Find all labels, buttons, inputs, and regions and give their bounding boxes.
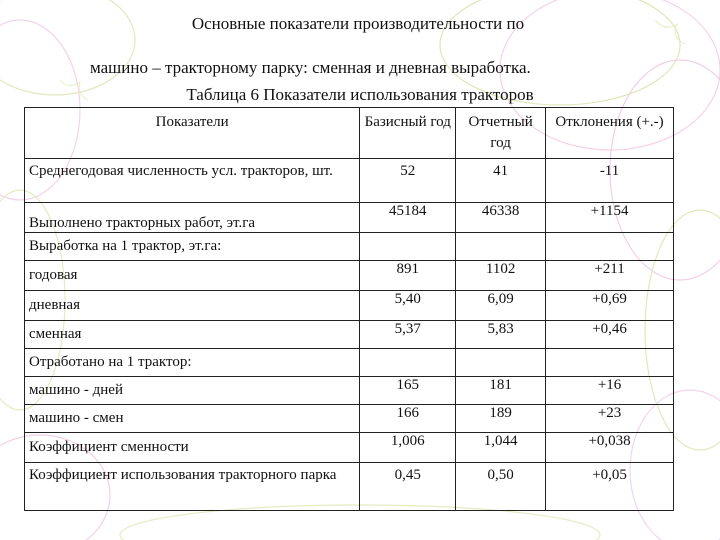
row-label: сменная xyxy=(25,321,360,349)
row-label: годовая xyxy=(25,261,360,291)
table-row xyxy=(25,233,674,261)
header-deviation: Отклонения (+.-) xyxy=(546,108,674,159)
slide-title-line2: машино – тракторному парку: сменная и дневная выработка. xyxy=(90,58,531,77)
deviation-value xyxy=(546,233,674,261)
table-row xyxy=(25,291,674,321)
deviation-value: +1154 xyxy=(546,203,674,233)
table-row xyxy=(25,321,674,349)
table-row xyxy=(25,203,674,233)
base-value: 891 xyxy=(360,261,456,291)
table-row xyxy=(25,349,674,377)
deviation-value xyxy=(546,349,674,377)
deviation-value: +0,038 xyxy=(546,433,674,463)
base-value: 5,40 xyxy=(360,291,456,321)
report-value xyxy=(456,349,546,377)
report-value: 5,83 xyxy=(456,321,546,349)
deviation-value: +211 xyxy=(546,261,674,291)
report-value: 0,50 xyxy=(456,463,546,511)
row-label: машино - смен xyxy=(25,405,360,433)
slide-title-line1: Основные показатели производительности по xyxy=(191,14,525,33)
report-value: 41 xyxy=(456,159,546,203)
table-header-row xyxy=(25,108,674,159)
base-value: 1,006 xyxy=(360,433,456,463)
deviation-value: +0,46 xyxy=(546,321,674,349)
table-row xyxy=(25,433,674,463)
header-indicators: Показатели xyxy=(25,108,360,159)
report-value: 181 xyxy=(456,377,546,405)
row-label: Коэффициент сменности xyxy=(25,433,360,463)
report-value: 189 xyxy=(456,405,546,433)
base-value xyxy=(360,349,456,377)
report-value: 46338 xyxy=(456,203,546,233)
table-row xyxy=(25,463,674,511)
row-label: дневная xyxy=(25,291,360,321)
table-row xyxy=(25,377,674,405)
deviation-value: +16 xyxy=(546,377,674,405)
report-value xyxy=(456,233,546,261)
indicators-table xyxy=(24,107,674,511)
base-value: 45184 xyxy=(360,203,456,233)
row-label: Коэффициент использования тракторного парка xyxy=(25,463,360,511)
table-row xyxy=(25,405,674,433)
table-row xyxy=(25,159,674,203)
base-value: 5,37 xyxy=(360,321,456,349)
deviation-value: +0,05 xyxy=(546,463,674,511)
row-label: Отработано на 1 трактор: xyxy=(25,349,360,377)
header-report-year: Отчетный год xyxy=(456,108,546,159)
row-label: Выработка на 1 трактор, эт.га: xyxy=(25,233,360,261)
base-value: 52 xyxy=(360,159,456,203)
row-label: машино - дней xyxy=(25,377,360,405)
base-value: 166 xyxy=(360,405,456,433)
base-value: 0,45 xyxy=(360,463,456,511)
deviation-value: +23 xyxy=(546,405,674,433)
report-value: 6,09 xyxy=(456,291,546,321)
report-value: 1102 xyxy=(456,261,546,291)
report-value: 1,044 xyxy=(456,433,546,463)
table-row xyxy=(25,261,674,291)
deviation-value: +0,69 xyxy=(546,291,674,321)
header-base-year: Базисный год xyxy=(360,108,456,159)
row-label: Выполнено тракторных работ, эт.га xyxy=(25,203,360,233)
row-label: Среднегодовая численность усл. тракторов, шт. xyxy=(25,159,360,203)
deviation-value: -11 xyxy=(546,159,674,203)
base-value xyxy=(360,233,456,261)
base-value: 165 xyxy=(360,377,456,405)
table-caption: Таблица 6 Показатели использования тракторов xyxy=(186,85,534,104)
